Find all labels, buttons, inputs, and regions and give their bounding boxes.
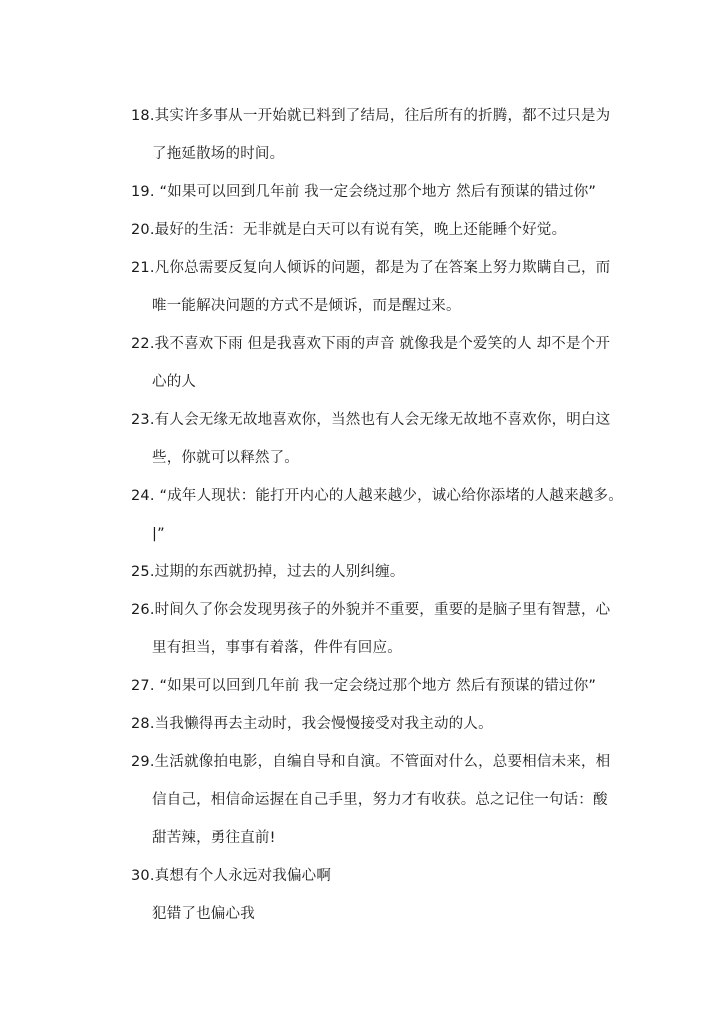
item-text: “如果可以回到几年前 我一定会绕过那个地方 然后有预谋的错过你” <box>154 184 597 200</box>
list-item-26 <box>131 600 610 620</box>
list-item-27 <box>131 676 596 696</box>
list-item-28 <box>131 714 493 734</box>
list-item-30 <box>131 866 331 886</box>
item-text: 我不喜欢下雨 但是我喜欢下雨的声音 就像我是个爱笑的人 却不是个开 <box>154 336 611 352</box>
item-number: 23. <box>131 412 155 428</box>
item-text: 其实许多事从一开始就已料到了结局，往后所有的折腾，都不过只是为 <box>154 108 611 124</box>
item-text: “如果可以回到几年前 我一定会绕过那个地方 然后有预谋的错过你” <box>154 678 597 694</box>
list-item-19 <box>131 182 596 202</box>
item-text-continuation: 了拖延散场的时间。 <box>152 146 285 162</box>
item-text-continuation: 唯一能解决问题的方式不是倾诉，而是醒过来。 <box>152 298 461 314</box>
item-text: 真想有个人永远对我偏心啊 <box>154 868 332 884</box>
item-text-continuation: 甜苦辣，勇往直前! <box>152 830 276 846</box>
list-item-20 <box>131 220 566 240</box>
item-text-continuation: 心的人 <box>152 374 197 390</box>
item-number: 25. <box>131 564 155 580</box>
item-number: 28. <box>131 716 155 732</box>
item-number: 18. <box>131 108 155 124</box>
item-text: 最好的生活：无非就是白天可以有说有笑，晚上还能睡个好觉。 <box>154 222 567 238</box>
list-item-22 <box>131 334 610 354</box>
item-number: 24. <box>131 488 155 504</box>
item-text-continuation: |” <box>152 526 165 542</box>
item-number: 19. <box>131 184 155 200</box>
item-text: 时间久了你会发现男孩子的外貌并不重要，重要的是脑子里有智慧，心 <box>154 602 611 618</box>
item-text: 当我懒得再去主动时，我会慢慢接受对我主动的人。 <box>154 716 493 732</box>
list-item-24 <box>131 486 623 506</box>
item-text-continuation: 犯错了也偏心我 <box>152 906 255 922</box>
item-text: 生活就像拍电影，自编自导和自演。不管面对什么，总要相信未来，相 <box>154 754 611 770</box>
item-text: 有人会无缘无故地喜欢你，当然也有人会无缘无故地不喜欢你，明白这 <box>154 412 611 428</box>
item-text: 过期的东西就扔掉，过去的人别纠缠。 <box>154 564 405 580</box>
item-text: 凡你总需要反复向人倾诉的问题，都是为了在答案上努力欺瞒自己，而 <box>154 260 611 276</box>
item-number: 20. <box>131 222 155 238</box>
item-number: 27. <box>131 678 155 694</box>
list-item-23 <box>131 410 610 430</box>
list-item-21 <box>131 258 610 278</box>
list-item-18 <box>131 106 610 126</box>
item-number: 22. <box>131 336 155 352</box>
list-item-25 <box>131 562 405 582</box>
item-text: “成年人现状：能打开内心的人越来越少，诚心给你添堵的人越来越多。 <box>154 488 623 504</box>
item-number: 26. <box>131 602 155 618</box>
item-number: 21. <box>131 260 155 276</box>
item-number: 29. <box>131 754 155 770</box>
item-text-continuation: 信自己，相信命运握在自己手里，努力才有收获。总之记住一句话：酸 <box>152 792 608 808</box>
item-text-continuation: 些，你就可以释然了。 <box>152 450 299 466</box>
item-text-continuation: 里有担当，事事有着落，件件有回应。 <box>152 640 402 656</box>
item-number: 30. <box>131 868 155 884</box>
list-item-29 <box>131 752 610 772</box>
